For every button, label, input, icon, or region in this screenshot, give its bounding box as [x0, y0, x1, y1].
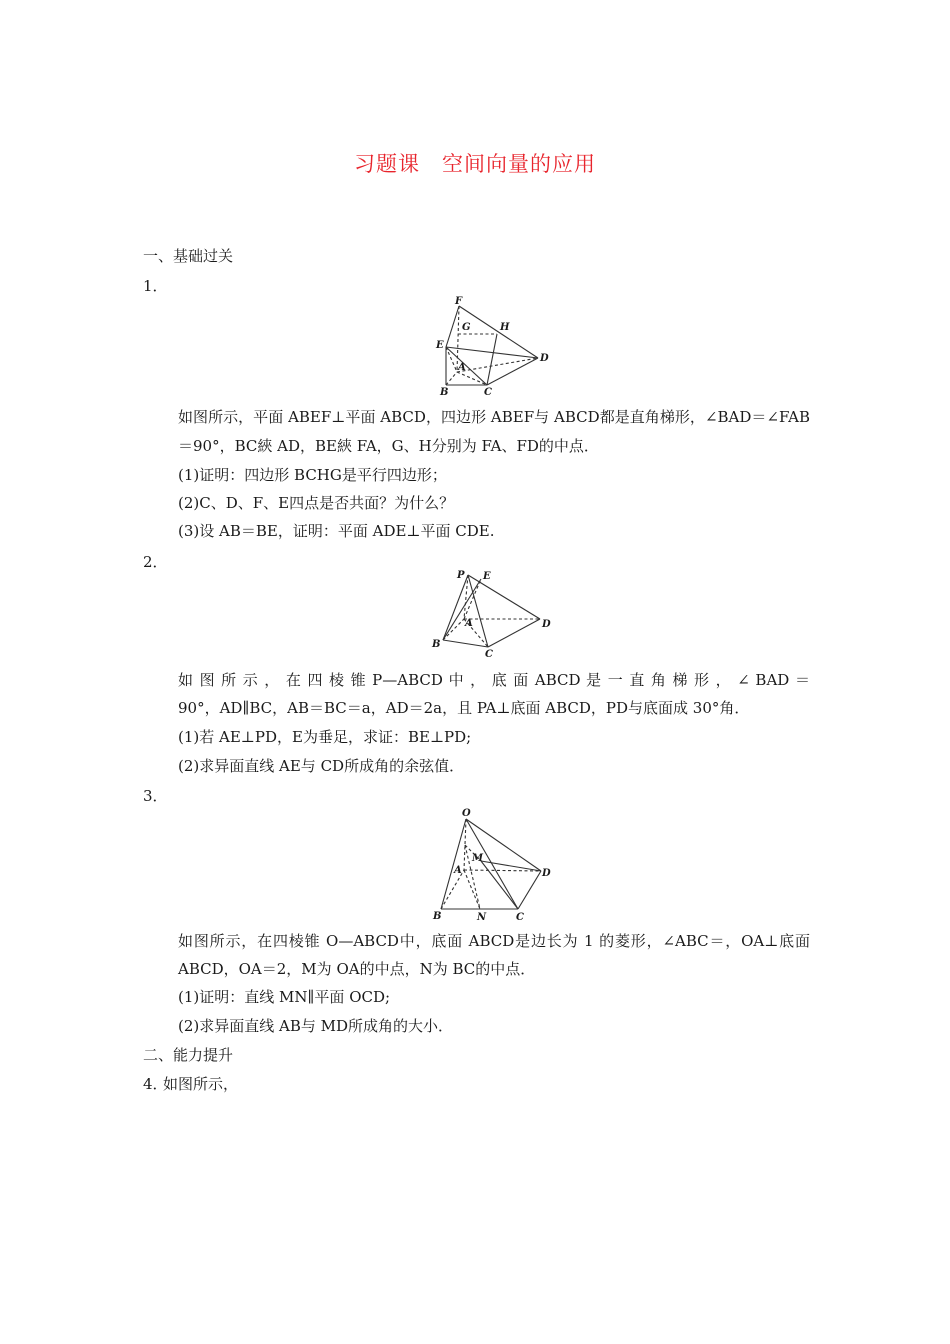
problem-1-figure	[430, 292, 560, 400]
problem-1-text-line-1: 如图所示，平面 ABEF⊥平面 ABCD，四边形 ABEF与 ABCD都是直角梯形，∠BAD＝∠FAB	[178, 408, 810, 426]
section-heading-advanced: 二、能力提升	[143, 1046, 234, 1064]
problem-1-number: 1．	[143, 277, 168, 295]
problem-1-label-E: E	[436, 340, 444, 351]
problem-2-number: 2．	[143, 553, 168, 571]
problem-3-part-1: (1)证明：直线 MN∥平面 OCD;	[178, 988, 391, 1006]
problem-1-part-1: (1)证明：四边形 BCHG是平行四边形；	[178, 466, 447, 484]
problem-2-label-E: E	[483, 571, 491, 582]
problem-3-label-N: N	[477, 912, 487, 923]
problem-4-number: 4．	[143, 1075, 168, 1093]
problem-2-text-line-1: 如 图 所 示 ， 在 四 棱 锥 P—ABCD 中 ， 底 面 ABCD 是 一 直 角 梯 形 ， ∠ BAD ＝	[178, 671, 810, 689]
problem-1-label-C: C	[484, 387, 492, 398]
problem-1-text-line-2: ＝90°，BC綊 AD，BE綊 FA，G、H分别为 FA、FD的中点．	[178, 437, 599, 455]
problem-1-part-3: (3)设 AB＝BE，证明：平面 ADE⊥平面 CDE.	[178, 522, 495, 540]
problem-2-text-line-2: 90°，AD∥BC，AB＝BC＝a，AD＝2a，且 PA⊥底面 ABCD，PD与底面成 30°角．	[178, 699, 750, 717]
problem-1-label-G: G	[462, 322, 471, 333]
problem-1-label-D: D	[540, 353, 549, 364]
page-title: 习题课 空间向量的应用	[354, 152, 596, 176]
section-heading-basic: 一、基础过关	[143, 247, 234, 265]
problem-3-text-line-1: 如图所示，在四棱锥 O—ABCD中，底面 ABCD是边长为 1 的菱形，∠ABC＝，OA⊥底面	[178, 932, 810, 950]
problem-2-label-D: D	[542, 619, 551, 630]
problem-3-label-B: B	[433, 911, 442, 922]
problem-3-number: 3．	[143, 787, 168, 805]
problem-1-label-F: F	[455, 296, 463, 307]
problem-3-label-M: M	[472, 853, 484, 864]
problem-4-text-line-1: 如图所示，	[163, 1075, 239, 1093]
problem-2-part-2: (2)求异面直线 AE与 CD所成角的余弦值．	[178, 757, 465, 775]
problem-3-label-A: A	[454, 865, 462, 876]
problem-3-text-line-2: ABCD，OA＝2，M为 OA的中点，N为 BC的中点．	[178, 960, 536, 978]
problem-1-part-2: (2)C、D、F、E四点是否共面？为什么？	[178, 494, 455, 512]
problem-2-label-P: P	[457, 570, 465, 581]
problem-2-label-A: A	[465, 618, 473, 629]
problem-1-label-A: A	[458, 362, 466, 373]
problem-3-label-O: O	[462, 808, 471, 819]
problem-1-label-H: H	[500, 322, 510, 333]
problem-2-part-1: (1)若 AE⊥PD，E为垂足，求证：BE⊥PD;	[178, 728, 472, 746]
problem-2-figure	[425, 567, 560, 660]
problem-1-label-B: B	[440, 387, 449, 398]
problem-2-label-C: C	[485, 649, 493, 660]
problem-3-part-2: (2)求异面直线 AB与 MD所成角的大小．	[178, 1017, 454, 1035]
problem-3-figure	[428, 803, 558, 923]
problem-3-label-D: D	[542, 868, 551, 879]
problem-2-label-B: B	[432, 639, 441, 650]
problem-3-label-C: C	[516, 912, 524, 923]
